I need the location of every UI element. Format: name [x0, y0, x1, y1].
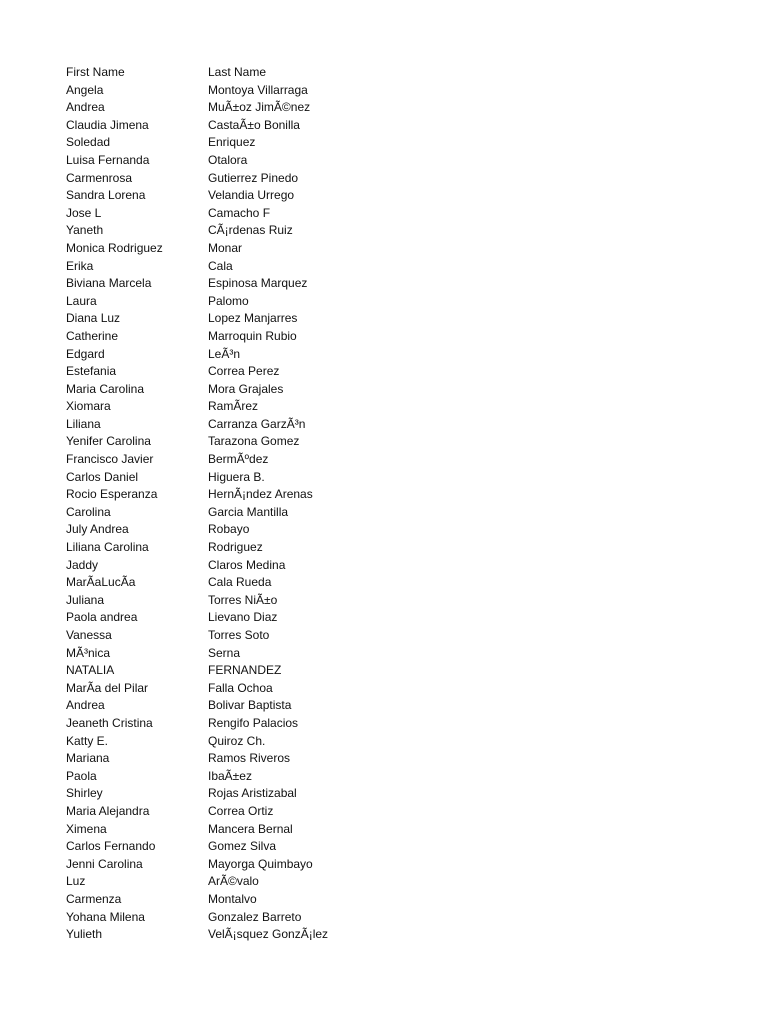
last-name-cell: Carranza GarzÃ³n	[208, 416, 306, 431]
first-name-cell: MarÃaLucÃa	[66, 575, 136, 590]
last-name-cell: Gutierrez Pinedo	[208, 170, 299, 185]
table-row	[66, 697, 508, 715]
last-name-cell: Rengifo Palacios	[208, 715, 299, 730]
first-name-cell: NATALIA	[66, 663, 115, 678]
first-name-cell: Estefania	[66, 364, 117, 379]
last-name-cell: Otalora	[208, 152, 248, 167]
first-name-cell: Vanessa	[66, 628, 112, 642]
first-name-cell: Catherine	[66, 328, 119, 343]
table-row	[66, 293, 508, 311]
table-row	[66, 592, 508, 610]
first-name-cell: Paola	[66, 768, 97, 783]
last-name-cell: Mancera Bernal	[208, 821, 293, 836]
last-name-cell: Lievano Diaz	[208, 610, 278, 625]
table-row	[66, 346, 508, 364]
table-row	[66, 521, 508, 539]
first-name-cell: Yulieth	[66, 927, 103, 942]
last-name-cell: Ramos Riveros	[208, 751, 291, 766]
first-name-cell: Soledad	[66, 135, 111, 150]
table-row	[66, 486, 508, 504]
first-name-cell: Francisco Javier	[66, 452, 154, 467]
last-name-cell: LeÃ³n	[208, 346, 241, 361]
table-row	[66, 469, 508, 487]
first-name-cell: Maria Alejandra	[66, 803, 150, 818]
first-name-cell: Carlos Fernando	[66, 839, 156, 854]
first-name-cell: Yenifer Carolina	[66, 434, 151, 449]
last-name-cell: Higuera B.	[208, 469, 265, 484]
table-row	[66, 609, 508, 627]
first-name-cell: Claudia Jimena	[66, 117, 149, 132]
last-name-cell: CÃ¡rdenas Ruiz	[208, 223, 293, 238]
table-row	[66, 627, 508, 645]
first-name-cell: Edgard	[66, 346, 105, 361]
last-name-cell: Bolivar Baptista	[208, 698, 292, 713]
last-name-cell: CastaÃ±o Bonilla	[208, 117, 300, 132]
table-row	[66, 416, 508, 434]
table-row	[66, 680, 508, 698]
table-row	[66, 909, 508, 927]
table-row	[66, 240, 508, 258]
first-name-cell: MarÃa del Pilar	[66, 680, 149, 695]
first-name-cell: Luz	[66, 874, 86, 889]
table-row	[66, 433, 508, 451]
first-name-cell: Biviana Marcela	[66, 276, 152, 291]
first-name-cell: Yaneth	[66, 223, 104, 238]
last-name-cell: Cala Rueda	[208, 575, 272, 590]
table-row	[66, 821, 508, 839]
last-name-cell: Mora Grajales	[208, 381, 284, 396]
first-name-cell: Juliana	[66, 592, 105, 607]
table-row	[66, 785, 508, 803]
last-name-cell: FERNANDEZ	[208, 663, 282, 678]
last-name-cell: Rodriguez	[208, 540, 263, 555]
table-row	[66, 451, 508, 469]
table-row	[66, 557, 508, 575]
table-row	[66, 152, 508, 170]
last-name-cell: ArÃ©valo	[208, 874, 259, 889]
table-row	[66, 187, 508, 205]
first-name-cell: Angela	[66, 82, 104, 97]
last-name-cell: Camacho F	[208, 205, 271, 220]
last-name-cell: Torres Soto	[208, 628, 270, 642]
first-name-cell: Liliana	[66, 416, 101, 431]
first-name-cell: Carlos Daniel	[66, 469, 139, 484]
table-row	[66, 328, 508, 346]
first-name-cell: Luisa Fernanda	[66, 152, 150, 167]
table-row	[66, 99, 508, 117]
first-name-cell: Liliana Carolina	[66, 540, 149, 555]
first-name-cell: Sandra Lorena	[66, 188, 146, 203]
first-name-cell: Andrea	[66, 100, 105, 115]
table-row	[66, 645, 508, 663]
table-row	[66, 926, 508, 944]
table-row	[66, 715, 508, 733]
last-name-cell: Falla Ochoa	[208, 680, 273, 695]
table-row	[66, 873, 508, 891]
table-row	[66, 310, 508, 328]
last-name-cell: Montoya Villarraga	[208, 82, 308, 97]
table-row	[66, 381, 508, 399]
name-table	[66, 64, 508, 944]
last-name-cell: Lopez Manjarres	[208, 311, 298, 326]
last-name-cell: Palomo	[208, 293, 249, 308]
first-name-cell: Carolina	[66, 504, 111, 519]
table-row	[66, 117, 508, 135]
last-name-cell: Correa Ortiz	[208, 803, 274, 818]
last-name-cell: Enriquez	[208, 135, 256, 150]
first-name-cell: Ximena	[66, 821, 107, 836]
table-row	[66, 574, 508, 592]
first-name-cell: MÃ³nica	[66, 645, 111, 660]
last-name-cell: Torres NiÃ±o	[208, 592, 278, 607]
last-name-cell: Gonzalez Barreto	[208, 909, 302, 924]
last-name-cell: MuÃ±oz JimÃ©nez	[208, 100, 311, 115]
last-name-cell: Gomez Silva	[208, 839, 277, 854]
first-name-cell: Carmenrosa	[66, 170, 133, 185]
first-name-cell: Xiomara	[66, 399, 111, 414]
first-name-cell: Maria Carolina	[66, 381, 145, 396]
last-name-cell: VelÃ¡squez GonzÃ¡lez	[208, 927, 329, 942]
table-row	[66, 134, 508, 152]
table-row	[66, 803, 508, 821]
last-name-cell: BermÃºdez	[208, 452, 269, 467]
last-name-cell: Garcia Mantilla	[208, 504, 289, 519]
last-name-cell: Tarazona Gomez	[208, 434, 300, 449]
first-name-header: First Name	[66, 65, 125, 79]
table-row	[66, 222, 508, 240]
last-name-cell: Velandia Urrego	[208, 188, 295, 203]
first-name-cell: Jeaneth Cristina	[66, 715, 153, 730]
table-row	[66, 750, 508, 768]
table-row	[66, 363, 508, 381]
table-row	[66, 82, 508, 100]
first-name-cell: Laura	[66, 293, 97, 308]
first-name-cell: Andrea	[66, 698, 105, 713]
last-name-cell: Espinosa Marquez	[208, 276, 308, 291]
name-list-sheet	[66, 64, 746, 944]
first-name-cell: Shirley	[66, 786, 103, 801]
table-row	[66, 733, 508, 751]
first-name-cell: Katty E.	[66, 733, 109, 748]
first-name-cell: Yohana Milena	[66, 909, 145, 924]
table-row	[66, 205, 508, 223]
last-name-cell: Serna	[208, 645, 241, 660]
table-row	[66, 504, 508, 522]
last-name-cell: Marroquin Rubio	[208, 328, 297, 343]
header-row	[66, 64, 508, 82]
table-row	[66, 856, 508, 874]
last-name-cell: Correa Perez	[208, 364, 280, 379]
last-name-cell: HernÃ¡ndez Arenas	[208, 487, 313, 502]
table-row	[66, 891, 508, 909]
last-name-cell: RamÃrez	[208, 399, 259, 414]
first-name-cell: Rocio Esperanza	[66, 487, 158, 502]
first-name-cell: Paola andrea	[66, 610, 138, 625]
first-name-cell: Carmenza	[66, 891, 122, 906]
first-name-cell: Jenni Carolina	[66, 856, 143, 871]
last-name-cell: Cala	[208, 258, 233, 273]
first-name-cell: July Andrea	[66, 522, 129, 537]
first-name-cell: Mariana	[66, 751, 110, 766]
name-rows	[66, 82, 508, 944]
table-row	[66, 258, 508, 276]
last-name-cell: Claros Medina	[208, 557, 286, 572]
first-name-cell: Monica Rodriguez	[66, 240, 163, 255]
table-row	[66, 662, 508, 680]
last-name-cell: Rojas Aristizabal	[208, 786, 297, 801]
last-name-cell: Quiroz Ch.	[208, 733, 266, 748]
last-name-cell: Mayorga Quimbayo	[208, 856, 313, 871]
last-name-cell: IbaÃ±ez	[208, 768, 252, 783]
first-name-cell: Diana Luz	[66, 311, 121, 326]
table-row	[66, 768, 508, 786]
table-row	[66, 838, 508, 856]
table-row	[66, 170, 508, 188]
table-row	[66, 539, 508, 557]
table-row	[66, 275, 508, 293]
first-name-cell: Jaddy	[66, 557, 99, 572]
first-name-cell: Erika	[66, 258, 94, 273]
table-row	[66, 398, 508, 416]
last-name-cell: Montalvo	[208, 891, 257, 906]
last-name-cell: Monar	[208, 240, 243, 255]
last-name-cell: Robayo	[208, 522, 250, 537]
first-name-cell: Jose L	[66, 205, 102, 220]
last-name-header: Last Name	[208, 65, 267, 79]
